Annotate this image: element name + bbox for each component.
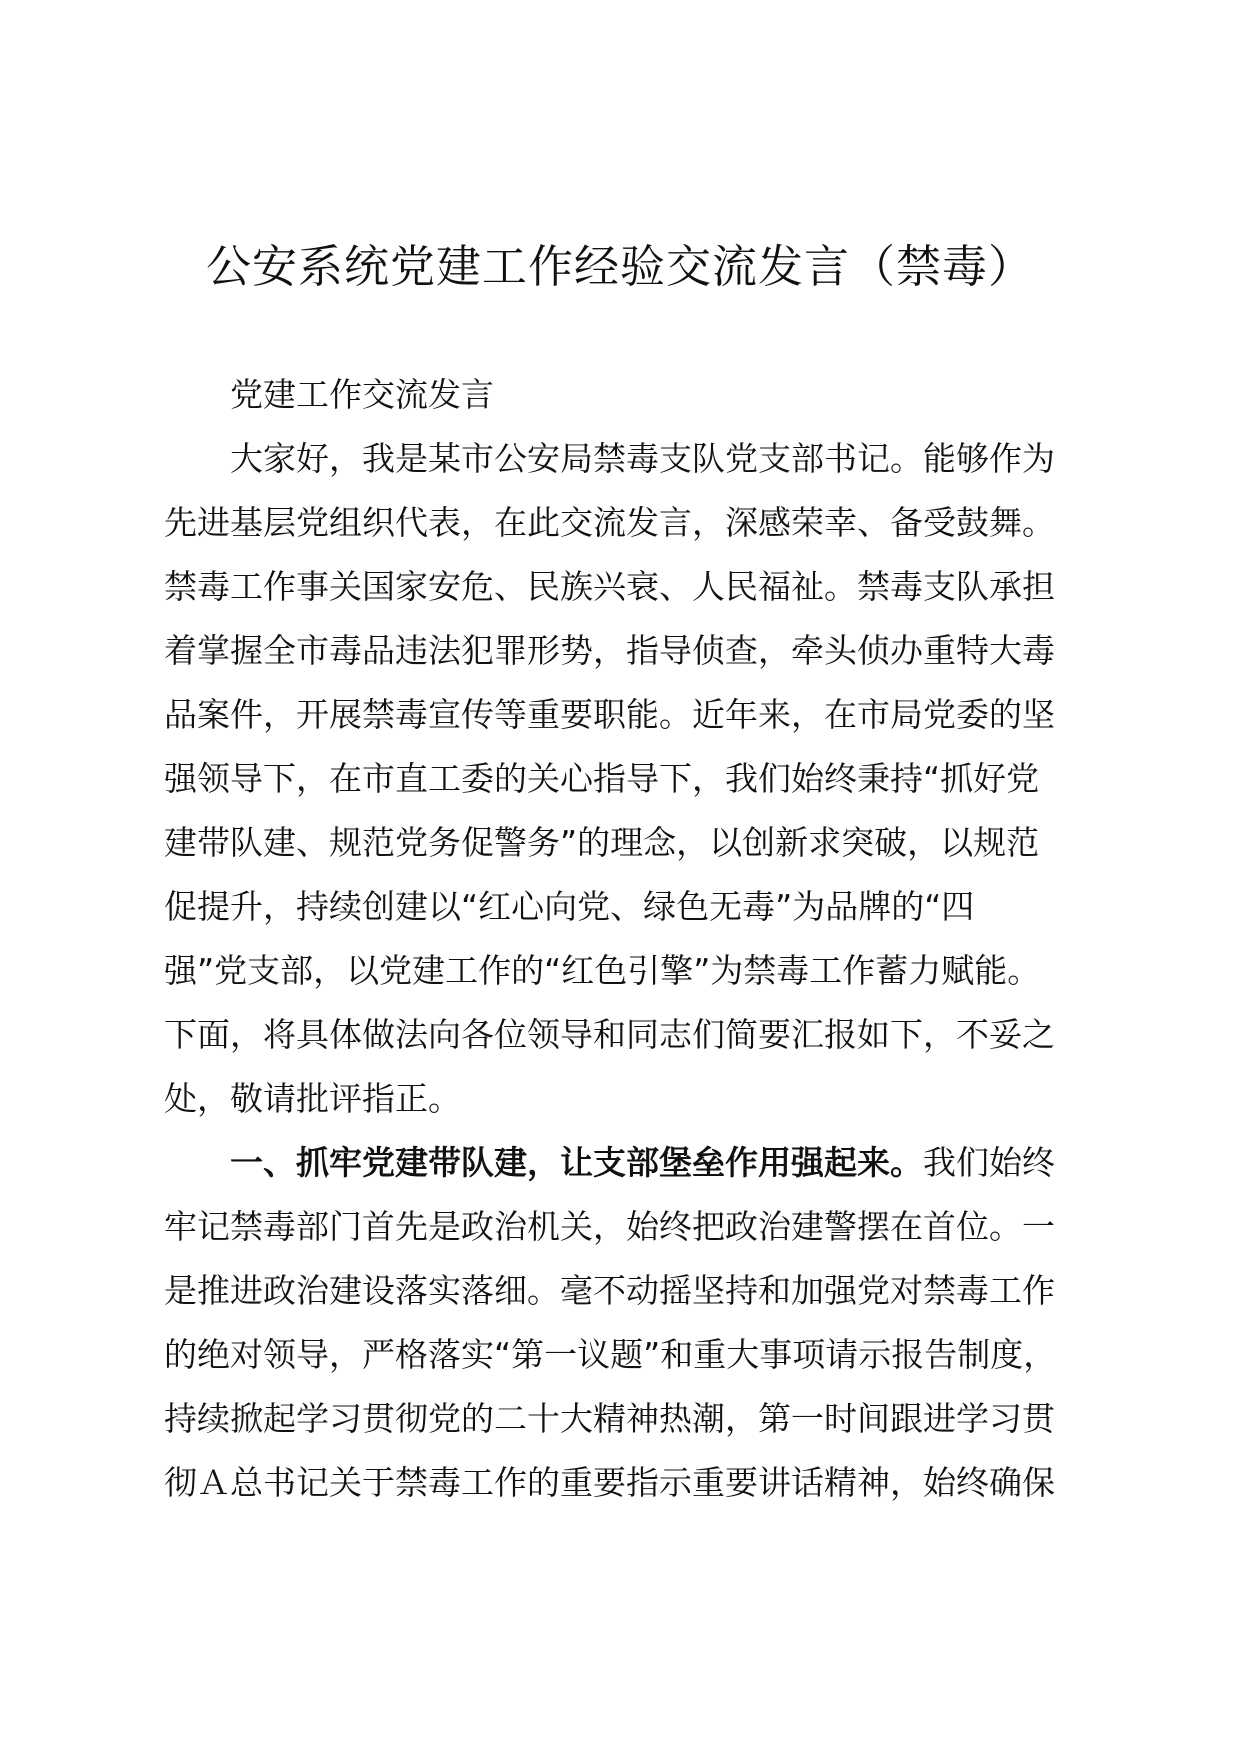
paragraph-line: 促提升，持续创建以“红心向党、绿色无毒”为品牌的“四 <box>164 887 975 926</box>
paragraph-line: 牢记禁毒部门首先是政治机关，始终把政治建警摆在首位。一 <box>164 1207 1055 1246</box>
paragraph-line: 建带队建、规范党务促警务”的理念，以创新求突破，以规范 <box>164 823 1040 862</box>
paragraph-line: 着掌握全市毒品违法犯罪形势，指导侦查，牵头侦办重特大毒 <box>164 631 1055 670</box>
section-heading-line <box>164 1131 1104 1195</box>
paragraph-line: 下面，将具体做法向各位领导和同志们简要汇报如下，不妥之 <box>164 1015 1055 1054</box>
document-title: 公安系统党建工作经验交流发言（禁毒） <box>205 240 1034 293</box>
section-heading: 一、抓牢党建带队建，让支部堡垒作用强起来。 <box>230 1143 923 1182</box>
paragraph-line: 彻Ａ总书记关于禁毒工作的重要指示重要讲话精神，始终确保 <box>164 1463 1055 1502</box>
paragraph-line: 强领导下，在市直工委的关心指导下，我们始终秉持“抓好党 <box>164 759 1040 798</box>
paragraph-line: 先进基层党组织代表，在此交流发言，深感荣幸、备受鼓舞。 <box>164 503 1055 542</box>
paragraph-line: 处，敬请批评指正。 <box>164 1079 461 1118</box>
paragraph-line: 大家好，我是某市公安局禁毒支队党支部书记。能够作为 <box>230 439 1055 478</box>
paragraph-line: 品案件，开展禁毒宣传等重要职能。近年来，在市局党委的坚 <box>164 695 1055 734</box>
subtitle: 党建工作交流发言 <box>230 375 494 414</box>
section-heading-rest: 我们始终 <box>923 1143 1055 1182</box>
document-body <box>164 363 1104 1515</box>
paragraph-line: 强”党支部，以党建工作的“红色引擎”为禁毒工作蓄力赋能。 <box>164 951 1041 990</box>
paragraph-line: 禁毒工作事关国家安危、民族兴衰、人民福祉。禁毒支队承担 <box>164 567 1055 606</box>
paragraph-line: 的绝对领导，严格落实“第一议题”和重大事项请示报告制度， <box>164 1335 1057 1374</box>
paragraph-line: 是推进政治建设落实落细。毫不动摇坚持和加强党对禁毒工作 <box>164 1271 1055 1310</box>
paragraph-line: 持续掀起学习贯彻党的二十大精神热潮，第一时间跟进学习贯 <box>164 1399 1055 1438</box>
